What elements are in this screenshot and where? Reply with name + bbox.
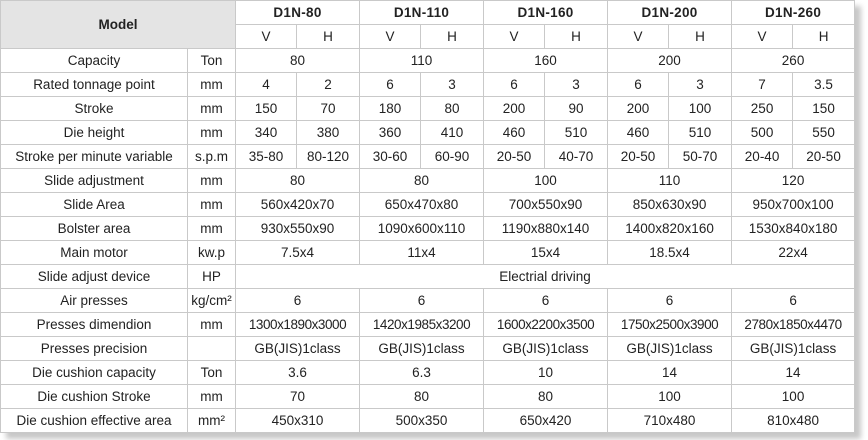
spec-value-cell: 510 (545, 121, 608, 145)
spec-value-cell: 80 (484, 385, 608, 409)
spec-row-slide-adjustment (1, 169, 855, 193)
spec-value-cell: 80 (421, 97, 484, 121)
model-name-cell: D1N-110 (360, 1, 484, 25)
horizontal-header-cell: H (297, 25, 360, 49)
row-label: Rated tonnage point (1, 73, 188, 97)
row-unit: mm (188, 385, 236, 409)
spec-value-cell: 20-50 (484, 145, 545, 169)
spec-value-cell: 510 (669, 121, 732, 145)
row-label: Main motor (1, 241, 188, 265)
spec-value-cell: 930x550x90 (236, 217, 360, 241)
spec-value-cell: GB(JIS)1class (608, 337, 732, 361)
row-unit: kw.p (188, 241, 236, 265)
row-label: Presses dimendion (1, 313, 188, 337)
spec-value-cell: 14 (608, 361, 732, 385)
spec-row-slide-adjust-device (1, 265, 855, 289)
spec-value-cell: 2780x1850x4470 (732, 313, 855, 337)
spec-row-presses-precision (1, 337, 855, 361)
row-label: Stroke per minute variable (1, 145, 188, 169)
spec-value-cell: 70 (297, 97, 360, 121)
vertical-header-cell: V (732, 25, 793, 49)
spec-value-cell: 560x420x70 (236, 193, 360, 217)
spec-value-cell: 7.5x4 (236, 241, 360, 265)
spec-value-cell: 11x4 (360, 241, 484, 265)
row-label: Stroke (1, 97, 188, 121)
spec-value-cell: 6 (484, 289, 608, 313)
row-unit: mm (188, 193, 236, 217)
model-name-cell: D1N-200 (608, 1, 732, 25)
spec-value-cell: 6.3 (360, 361, 484, 385)
model-name-cell: D1N-80 (236, 1, 360, 25)
spec-value-cell: 850x630x90 (608, 193, 732, 217)
spec-value-cell: 1090x600x110 (360, 217, 484, 241)
row-unit: HP (188, 265, 236, 289)
spec-value-cell: 1530x840x180 (732, 217, 855, 241)
spec-value-cell: 80 (360, 169, 484, 193)
spec-value-cell: 80 (236, 169, 360, 193)
spec-value-cell: 160 (484, 49, 608, 73)
spec-value-cell: 100 (608, 385, 732, 409)
spec-value-cell: 200 (608, 49, 732, 73)
row-unit: Ton (188, 361, 236, 385)
spec-value-cell: 1750x2500x3900 (608, 313, 732, 337)
row-unit: mm (188, 169, 236, 193)
row-label: Slide adjust device (1, 265, 188, 289)
spec-value-cell: 100 (732, 385, 855, 409)
spec-value-cell: 2 (297, 73, 360, 97)
spec-value-cell: 50-70 (669, 145, 732, 169)
spec-row-bolster-area (1, 217, 855, 241)
model-header-cell: Model (1, 1, 236, 49)
model-name-cell: D1N-260 (732, 1, 855, 25)
horizontal-header-cell: H (545, 25, 608, 49)
spec-row-rated-tonnage-point (1, 73, 855, 97)
row-unit (188, 337, 236, 361)
spec-value-cell: 30-60 (360, 145, 421, 169)
spec-value-cell: 6 (732, 289, 855, 313)
spec-row-spm-variable (1, 145, 855, 169)
spec-value-cell: 18.5x4 (608, 241, 732, 265)
row-label: Die cushion effective area (1, 409, 188, 433)
spec-value-cell: GB(JIS)1class (236, 337, 360, 361)
spec-value-cell: 1300x1890x3000 (236, 313, 360, 337)
horizontal-header-cell: H (421, 25, 484, 49)
spec-value-cell: 340 (236, 121, 297, 145)
spec-value-cell: 6 (236, 289, 360, 313)
spec-row-die-cushion-effective-area (1, 409, 855, 433)
spec-value-cell: 20-50 (608, 145, 669, 169)
spec-value-cell: 14 (732, 361, 855, 385)
spec-value-cell: 3 (545, 73, 608, 97)
spec-value-cell: 90 (545, 97, 608, 121)
spec-value-cell: 650x420 (484, 409, 608, 433)
spec-value-cell: GB(JIS)1class (360, 337, 484, 361)
spec-value-cell: 80-120 (297, 145, 360, 169)
vertical-header-cell: V (608, 25, 669, 49)
spec-value-cell: 10 (484, 361, 608, 385)
spec-value-cell: 1190x880x140 (484, 217, 608, 241)
row-label: Bolster area (1, 217, 188, 241)
spec-value-cell: 550 (793, 121, 855, 145)
spec-value-cell: 7 (732, 73, 793, 97)
spec-row-die-cushion-stroke (1, 385, 855, 409)
spec-value-cell: 150 (236, 97, 297, 121)
spec-value-cell: 500 (732, 121, 793, 145)
model-name-cell: D1N-160 (484, 1, 608, 25)
spec-value-cell: 460 (484, 121, 545, 145)
row-unit: mm (188, 97, 236, 121)
spec-value-cell: 80 (360, 385, 484, 409)
spec-value-cell: 3 (421, 73, 484, 97)
spec-value-cell: 810x480 (732, 409, 855, 433)
spec-value-cell: 4 (236, 73, 297, 97)
spec-value-cell: 35-80 (236, 145, 297, 169)
row-label: Presses precision (1, 337, 188, 361)
spec-value-cell: 180 (360, 97, 421, 121)
vertical-header-cell: V (484, 25, 545, 49)
spec-value-cell: 3.5 (793, 73, 855, 97)
vertical-header-cell: V (236, 25, 297, 49)
spec-value-cell: 250 (732, 97, 793, 121)
row-label: Air presses (1, 289, 188, 313)
row-unit: Ton (188, 49, 236, 73)
horizontal-header-cell: H (793, 25, 855, 49)
spec-value-cell: 6 (608, 73, 669, 97)
spec-value-cell: 410 (421, 121, 484, 145)
row-unit: mm (188, 313, 236, 337)
spec-value-cell: 950x700x100 (732, 193, 855, 217)
row-label: Die cushion Stroke (1, 385, 188, 409)
spec-value-cell: 20-50 (793, 145, 855, 169)
row-unit: mm² (188, 409, 236, 433)
spec-value-cell: 40-70 (545, 145, 608, 169)
spec-value-cell: 110 (608, 169, 732, 193)
spec-value-cell: 6 (484, 73, 545, 97)
row-label: Slide adjustment (1, 169, 188, 193)
row-unit: mm (188, 73, 236, 97)
spec-row-presses-dimension (1, 313, 855, 337)
spec-value-cell: 380 (297, 121, 360, 145)
spec-value-cell: 460 (608, 121, 669, 145)
spec-row-slide-area (1, 193, 855, 217)
spec-value-cell: 1600x2200x3500 (484, 313, 608, 337)
row-unit: kg/cm² (188, 289, 236, 313)
spec-value-cell: 700x550x90 (484, 193, 608, 217)
row-unit: mm (188, 121, 236, 145)
spec-row-air-presses (1, 289, 855, 313)
spec-value-cell: 1420x1985x3200 (360, 313, 484, 337)
spec-value-cell: 6 (360, 73, 421, 97)
spec-value-cell: 1400x820x160 (608, 217, 732, 241)
spec-value-cell: 650x470x80 (360, 193, 484, 217)
spec-value-cell: GB(JIS)1class (484, 337, 608, 361)
spec-value-cell: 70 (236, 385, 360, 409)
spec-value-cell: 260 (732, 49, 855, 73)
row-unit: s.p.m (188, 145, 236, 169)
spec-value-cell: GB(JIS)1class (732, 337, 855, 361)
vertical-header-cell: V (360, 25, 421, 49)
spec-value-cell: 20-40 (732, 145, 793, 169)
spec-value-cell: 22x4 (732, 241, 855, 265)
spec-value-cell: 100 (484, 169, 608, 193)
horizontal-header-cell: H (669, 25, 732, 49)
spec-value-cell: Electrial driving (236, 265, 855, 289)
spec-value-cell: 360 (360, 121, 421, 145)
row-label: Slide Area (1, 193, 188, 217)
spec-value-cell: 110 (360, 49, 484, 73)
spec-row-capacity (1, 49, 855, 73)
spec-value-cell: 15x4 (484, 241, 608, 265)
spec-value-cell: 6 (360, 289, 484, 313)
spec-value-cell: 150 (793, 97, 855, 121)
spec-value-cell: 60-90 (421, 145, 484, 169)
spec-value-cell: 500x350 (360, 409, 484, 433)
row-label: Die height (1, 121, 188, 145)
spec-value-cell: 200 (608, 97, 669, 121)
row-unit: mm (188, 217, 236, 241)
spec-value-cell: 710x480 (608, 409, 732, 433)
spec-value-cell: 6 (608, 289, 732, 313)
row-label: Capacity (1, 49, 188, 73)
spec-value-cell: 80 (236, 49, 360, 73)
spec-value-cell: 200 (484, 97, 545, 121)
spec-row-die-height (1, 121, 855, 145)
model-header-row (1, 1, 855, 25)
spec-value-cell: 3.6 (236, 361, 360, 385)
spec-value-cell: 100 (669, 97, 732, 121)
spec-value-cell: 3 (669, 73, 732, 97)
row-label: Die cushion capacity (1, 361, 188, 385)
spec-row-die-cushion-capacity (1, 361, 855, 385)
spec-value-cell: 450x310 (236, 409, 360, 433)
spec-value-cell: 120 (732, 169, 855, 193)
spec-row-main-motor (1, 241, 855, 265)
spec-row-stroke (1, 97, 855, 121)
